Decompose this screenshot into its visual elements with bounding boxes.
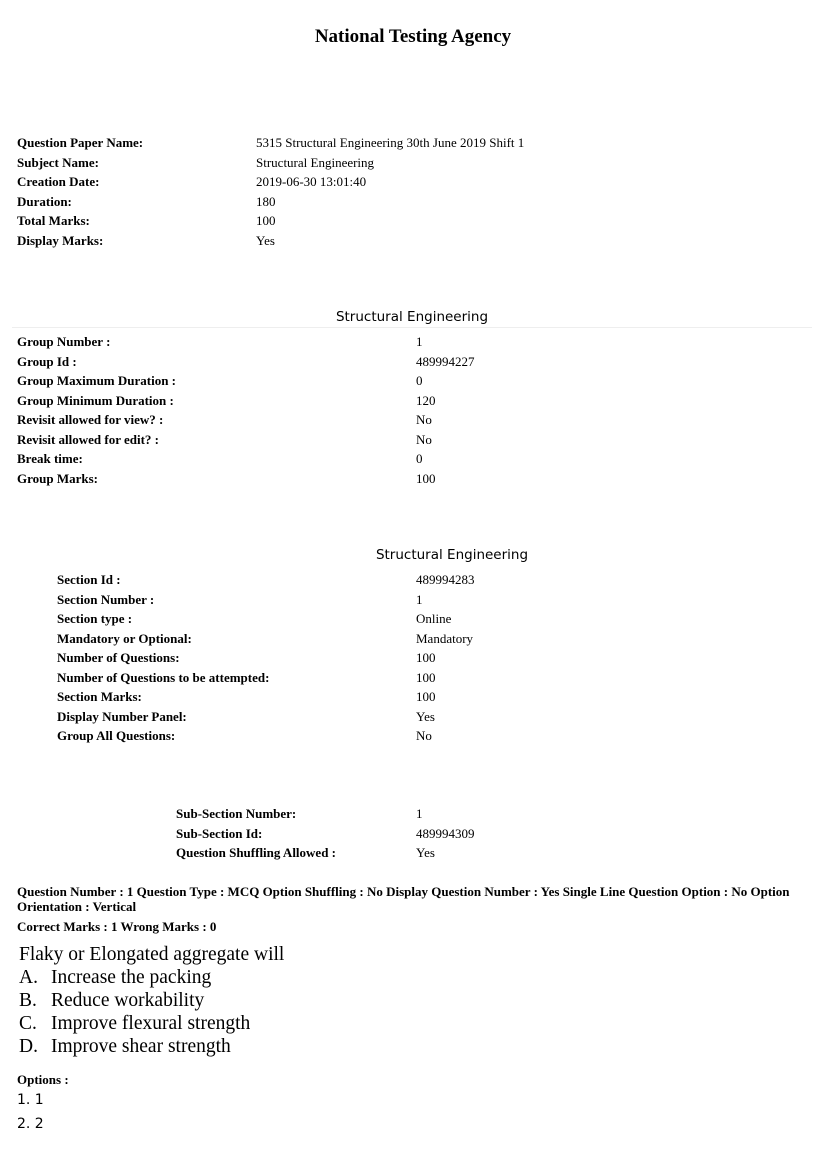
- section-label: Section Marks:: [57, 689, 142, 704]
- group-value: 0: [416, 451, 423, 466]
- choice-label: D.: [19, 1036, 38, 1057]
- section-table: [57, 570, 475, 746]
- choice-label: A.: [19, 967, 38, 988]
- group-value: 489994227: [416, 353, 475, 369]
- section-heading: Structural Engineering: [375, 547, 529, 563]
- question-stem: Flaky or Elongated aggregate will: [19, 944, 285, 965]
- section-row: [57, 726, 475, 746]
- meta-value: Yes: [256, 232, 275, 248]
- option-item: 1. 1: [17, 1092, 44, 1108]
- group-label: Break time:: [17, 451, 83, 466]
- subsection-value: 489994309: [416, 825, 475, 841]
- options-title: Options :: [17, 1072, 69, 1087]
- choice-text: Increase the packing: [51, 967, 212, 988]
- meta-label: Total Marks:: [17, 213, 90, 228]
- section-value: Mandatory: [416, 630, 474, 646]
- meta-row: [17, 231, 524, 251]
- meta-row: [17, 172, 524, 192]
- group-label: Revisit allowed for edit? :: [17, 431, 160, 447]
- section-label: Section Id :: [57, 572, 121, 587]
- meta-row: [17, 192, 524, 212]
- group-row: [17, 332, 475, 352]
- group-row: [17, 469, 475, 489]
- meta-row: [17, 211, 524, 231]
- subsection-value: Yes: [416, 845, 435, 860]
- group-row: [17, 430, 475, 450]
- section-label: Number of Questions:: [57, 650, 180, 665]
- section-value: 100: [416, 689, 436, 704]
- group-row: [17, 449, 475, 469]
- group-label: Group Number :: [17, 334, 111, 349]
- meta-label: Duration:: [17, 193, 72, 209]
- meta-value: 5315 Structural Engineering 30th June 2019 Shift 1: [256, 135, 525, 150]
- choice-a: [19, 966, 284, 989]
- choice-text: Reduce workability: [51, 990, 205, 1011]
- section-value: 100: [416, 669, 436, 685]
- paper-meta-table: [17, 133, 524, 250]
- section-label: Number of Questions to be attempted:: [57, 669, 270, 685]
- section-value: 489994283: [416, 572, 475, 587]
- group-label: Group Maximum Duration :: [17, 373, 177, 388]
- subsection-row: [176, 804, 475, 824]
- group-table: [17, 332, 475, 488]
- choice-d: [19, 1035, 284, 1058]
- section-value: Yes: [416, 708, 435, 724]
- meta-value: 100: [256, 213, 276, 228]
- subsection-label: Question Shuffling Allowed :: [176, 845, 337, 860]
- section-row: [57, 707, 475, 727]
- section-row: [57, 668, 475, 688]
- group-label: Revisit allowed for view? :: [17, 412, 164, 427]
- group-row: [17, 391, 475, 411]
- section-value: Online: [416, 611, 452, 626]
- meta-label: Subject Name:: [17, 154, 99, 170]
- group-value: 1: [416, 334, 423, 349]
- page-title: National Testing Agency: [314, 26, 512, 47]
- section-label: Section Number :: [57, 591, 155, 607]
- section-row: [57, 648, 475, 668]
- meta-label: Creation Date:: [17, 174, 100, 189]
- group-value: No: [416, 431, 432, 447]
- meta-row: [17, 133, 524, 153]
- option-item: 2. 2: [17, 1116, 44, 1132]
- group-label: Group Minimum Duration :: [17, 392, 174, 408]
- meta-row: [17, 153, 524, 173]
- group-value: 0: [416, 373, 423, 388]
- section-row: [57, 590, 475, 610]
- group-value: 100: [416, 470, 436, 486]
- choice-text: Improve shear strength: [51, 1036, 231, 1057]
- meta-value: 2019-06-30 13:01:40: [256, 174, 367, 189]
- group-row: [17, 371, 475, 391]
- group-label: Group Id :: [17, 353, 77, 369]
- choice-c: [19, 1012, 284, 1035]
- subsection-row: [176, 843, 475, 863]
- group-value: 120: [416, 392, 436, 408]
- question-marks: Correct Marks : 1 Wrong Marks : 0: [17, 919, 217, 934]
- group-row: [17, 410, 475, 430]
- group-heading: Structural Engineering: [12, 309, 812, 328]
- section-label: Section type :: [57, 611, 133, 626]
- choice-label: B.: [19, 990, 37, 1011]
- section-label: Group All Questions:: [57, 728, 176, 743]
- meta-value: Structural Engineering: [256, 154, 375, 170]
- subsection-label: Sub-Section Number:: [176, 806, 297, 821]
- subsection-row: [176, 824, 475, 844]
- section-label: Mandatory or Optional:: [57, 630, 192, 646]
- subsection-table: [176, 804, 475, 863]
- group-label: Group Marks:: [17, 470, 99, 486]
- section-row: [57, 609, 475, 629]
- section-value: 1: [416, 591, 423, 607]
- section-value: 100: [416, 650, 436, 665]
- choice-b: [19, 989, 284, 1012]
- choice-text: Improve flexural strength: [51, 1013, 251, 1034]
- meta-label: Question Paper Name:: [17, 135, 144, 150]
- section-label: Display Number Panel:: [57, 708, 187, 724]
- subsection-value: 1: [416, 806, 423, 821]
- meta-value: 180: [256, 193, 276, 209]
- section-row: [57, 629, 475, 649]
- group-row: [17, 352, 475, 372]
- section-row: [57, 687, 475, 707]
- group-value: No: [416, 412, 432, 427]
- section-value: No: [416, 728, 432, 743]
- subsection-label: Sub-Section Id:: [176, 825, 263, 841]
- choice-label: C.: [19, 1013, 37, 1034]
- section-row: [57, 570, 475, 590]
- question-meta: Question Number : 1 Question Type : MCQ Option Shuffling : No Display Question Number : Yes Single Line Question Option : No Option Orientation : Vertical: [17, 884, 790, 914]
- question-image-text: [19, 943, 284, 1058]
- meta-label: Display Marks:: [17, 232, 104, 248]
